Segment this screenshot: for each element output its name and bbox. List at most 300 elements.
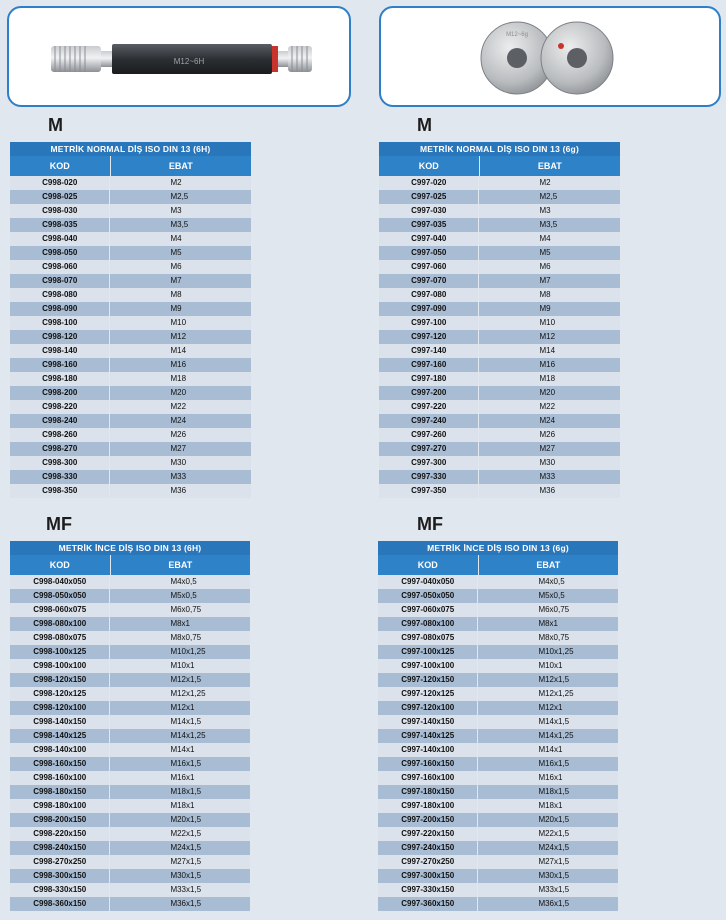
cell-kod: C997-100x100 (378, 659, 478, 673)
cell-kod: C998-270 (10, 442, 110, 456)
cell-kod: C997-240 (379, 414, 479, 428)
table-row (379, 288, 620, 302)
cell-kod: C997-200x150 (378, 813, 478, 827)
table-row (379, 302, 620, 316)
cell-kod: C997-360x150 (378, 897, 478, 911)
cell-ebat: M14x1 (170, 745, 195, 754)
table-row (379, 442, 620, 456)
cell-kod: C997-140x150 (378, 715, 478, 729)
cell-ebat: M6 (170, 262, 182, 271)
cell-kod: C998-030 (10, 204, 110, 218)
cell-kod: C997-180x100 (378, 799, 478, 813)
table-row (10, 729, 250, 743)
cell-kod: C997-030 (379, 204, 479, 218)
table-row (379, 190, 620, 204)
cell-ebat: M16x1,5 (170, 759, 202, 768)
table-row (10, 302, 251, 316)
cell-ebat: M10x1 (538, 661, 563, 670)
cell-kod: C997-050 (379, 246, 479, 260)
table-row (10, 344, 251, 358)
table-row (10, 799, 250, 813)
cell-ebat: M22x1,5 (538, 829, 570, 838)
table-row (378, 659, 618, 673)
cell-ebat: M6x0,75 (538, 605, 570, 614)
table-row (378, 645, 618, 659)
column-header-ebat: EBAT (168, 560, 193, 570)
table-row (378, 771, 618, 785)
cell-ebat: M16x1 (170, 773, 195, 782)
table-row (10, 855, 250, 869)
table-caption: METRİK İNCE DİŞ ISO DIN 13 (6g) (378, 541, 618, 555)
table-row (10, 218, 251, 232)
cell-kod: C998-270x250 (10, 855, 110, 869)
cell-ebat: M18x1,5 (538, 787, 570, 796)
cell-kod: C998-100x125 (10, 645, 110, 659)
cell-kod: C998-300 (10, 456, 110, 470)
cell-kod: C997-035 (379, 218, 479, 232)
cell-kod: C997-120x125 (378, 687, 478, 701)
cell-ebat: M5x0,5 (538, 591, 565, 600)
cell-ebat: M36x1,5 (170, 899, 202, 908)
table-row (10, 330, 251, 344)
cell-ebat: M3,5 (170, 220, 189, 229)
table-row (10, 372, 251, 386)
cell-ebat: M14x1 (538, 745, 563, 754)
cell-ebat: M5 (539, 248, 551, 257)
cell-kod: C997-120 (379, 330, 479, 344)
thread-ring-gauge-image (381, 8, 721, 107)
cell-kod: C998-070 (10, 274, 110, 288)
cell-ebat: M18x1 (170, 801, 195, 810)
cell-ebat: M10 (170, 318, 187, 327)
cell-kod: C997-220 (379, 400, 479, 414)
cell-ebat: M7 (539, 276, 551, 285)
table-row (379, 344, 620, 358)
cell-kod: C997-100x125 (378, 645, 478, 659)
table-row (378, 813, 618, 827)
cell-ebat: M8 (539, 290, 551, 299)
cell-ebat: M14 (539, 346, 556, 355)
cell-kod: C998-120 (10, 330, 110, 344)
cell-ebat: M2 (539, 178, 551, 187)
table-row (378, 883, 618, 897)
cell-kod: C998-140x100 (10, 743, 110, 757)
table-row (10, 358, 251, 372)
cell-ebat: M6 (539, 262, 551, 271)
cell-ebat: M7 (170, 276, 182, 285)
column-header-kod: KOD (10, 156, 111, 176)
table-row (10, 484, 251, 498)
cell-kod: C997-025 (379, 190, 479, 204)
cell-ebat: M8 (170, 290, 182, 299)
table-row (10, 897, 250, 911)
cell-ebat: M16 (170, 360, 187, 369)
cell-ebat: M12x1,5 (538, 675, 570, 684)
cell-kod: C998-160x150 (10, 757, 110, 771)
table-row (378, 827, 618, 841)
cell-ebat: M18 (170, 374, 187, 383)
table-row (10, 456, 251, 470)
cell-ebat: M6x0,75 (170, 605, 202, 614)
cell-kod: C997-300x150 (378, 869, 478, 883)
cell-ebat: M12x1,25 (538, 689, 574, 698)
cell-ebat: M4x0,5 (170, 577, 197, 586)
cell-kod: C998-180x150 (10, 785, 110, 799)
table-row (10, 883, 250, 897)
table-row (10, 260, 251, 274)
table-row (379, 246, 620, 260)
table-row (10, 841, 250, 855)
cell-ebat: M10x1,25 (538, 647, 574, 656)
table-row (10, 246, 251, 260)
table-row (379, 386, 620, 400)
cell-kod: C997-060x075 (378, 603, 478, 617)
table-row (378, 855, 618, 869)
cell-ebat: M3 (539, 206, 551, 215)
m-table-6g (379, 142, 620, 498)
table-caption: METRİK İNCE DİŞ ISO DIN 13 (6H) (10, 541, 250, 555)
table-row (10, 428, 251, 442)
cell-ebat: M30 (539, 458, 556, 467)
cell-kod: C998-140x125 (10, 729, 110, 743)
table-row (10, 813, 250, 827)
cell-kod: C997-200 (379, 386, 479, 400)
cell-ebat: M4x0,5 (538, 577, 565, 586)
cell-ebat: M2,5 (170, 192, 189, 201)
table-row (378, 617, 618, 631)
table-row (10, 659, 250, 673)
cell-kod: C998-090 (10, 302, 110, 316)
table-row (10, 274, 251, 288)
cell-ebat: M18x1,5 (170, 787, 202, 796)
cell-ebat: M22 (539, 402, 556, 411)
table-row (379, 456, 620, 470)
cell-ebat: M26 (170, 430, 187, 439)
table-row (378, 673, 618, 687)
cell-kod: C997-120x150 (378, 673, 478, 687)
table-row (379, 372, 620, 386)
cell-ebat: M3,5 (539, 220, 558, 229)
cell-kod: C998-200x150 (10, 813, 110, 827)
cell-ebat: M14x1,5 (170, 717, 202, 726)
cell-ebat: M20x1,5 (170, 815, 202, 824)
table-row (10, 673, 250, 687)
column-header-ebat: EBAT (536, 560, 561, 570)
cell-ebat: M8x0,75 (538, 633, 570, 642)
cell-ebat: M9 (539, 304, 551, 313)
thread-plug-gauge-image (9, 8, 351, 107)
cell-ebat: M5x0,5 (170, 591, 197, 600)
cell-kod: C997-260 (379, 428, 479, 442)
mf-table-6g (378, 541, 618, 911)
cell-kod: C998-140x150 (10, 715, 110, 729)
table-row (10, 442, 251, 456)
cell-ebat: M30x1,5 (538, 871, 570, 880)
column-header-kod: KOD (378, 555, 479, 575)
cell-kod: C998-180x100 (10, 799, 110, 813)
cell-ebat: M8x1 (170, 619, 190, 628)
cell-kod: C997-220x150 (378, 827, 478, 841)
cell-kod: C998-330 (10, 470, 110, 484)
cell-kod: C997-080 (379, 288, 479, 302)
table-row (10, 470, 251, 484)
cell-kod: C997-120x100 (378, 701, 478, 715)
cell-kod: C997-040 (379, 232, 479, 246)
table-row (379, 218, 620, 232)
table-row (378, 897, 618, 911)
table-row (10, 288, 251, 302)
cell-ebat: M20 (539, 388, 556, 397)
table-row (10, 701, 250, 715)
cell-kod: C998-220x150 (10, 827, 110, 841)
cell-kod: C998-025 (10, 190, 110, 204)
cell-ebat: M14 (170, 346, 187, 355)
table-row (10, 827, 250, 841)
m-table-6h (10, 142, 251, 498)
table-row (10, 785, 250, 799)
table-row (378, 785, 618, 799)
table-row (379, 176, 620, 190)
table-row (10, 603, 250, 617)
table-row (379, 400, 620, 414)
cell-kod: C998-100x100 (10, 659, 110, 673)
cell-ebat: M3 (170, 206, 182, 215)
cell-kod: C997-240x150 (378, 841, 478, 855)
cell-kod: C998-035 (10, 218, 110, 232)
table-row (378, 701, 618, 715)
cell-ebat: M33 (170, 472, 187, 481)
table-row (378, 841, 618, 855)
cell-ebat: M27 (170, 444, 187, 453)
cell-kod: C997-270 (379, 442, 479, 456)
cell-ebat: M22x1,5 (170, 829, 202, 838)
table-row (10, 232, 251, 246)
cell-ebat: M16x1,5 (538, 759, 570, 768)
cell-kod: C998-120x125 (10, 687, 110, 701)
cell-kod: C997-080x100 (378, 617, 478, 631)
table-row (378, 715, 618, 729)
ring-gauge-engraving: M12~6g (506, 32, 528, 38)
cell-ebat: M33x1,5 (170, 885, 202, 894)
table-row (378, 575, 618, 589)
table-row (379, 204, 620, 218)
table-row (10, 575, 250, 589)
table-row (10, 386, 251, 400)
table-row (10, 617, 250, 631)
cell-kod: C997-050x050 (378, 589, 478, 603)
cell-ebat: M24 (539, 416, 556, 425)
table-row (378, 869, 618, 883)
cell-kod: C997-160 (379, 358, 479, 372)
table-row (378, 729, 618, 743)
cell-kod: C997-140x100 (378, 743, 478, 757)
cell-ebat: M10 (539, 318, 556, 327)
cell-ebat: M12 (539, 332, 556, 341)
cell-ebat: M20 (170, 388, 187, 397)
cell-kod: C997-330 (379, 470, 479, 484)
table-row (379, 470, 620, 484)
cell-kod: C997-080x075 (378, 631, 478, 645)
cell-ebat: M18x1 (538, 801, 563, 810)
section-title-mf-left: MF (46, 514, 72, 534)
cell-kod: C998-200 (10, 386, 110, 400)
table-row (10, 715, 250, 729)
table-row (378, 603, 618, 617)
cell-ebat: M12x1 (538, 703, 563, 712)
table-row (10, 589, 250, 603)
section-title-m-right: M (417, 115, 432, 135)
table-header-row (378, 555, 618, 575)
cell-kod: C998-100 (10, 316, 110, 330)
cell-kod: C998-060x075 (10, 603, 110, 617)
cell-kod: C997-060 (379, 260, 479, 274)
cell-kod: C998-180 (10, 372, 110, 386)
cell-ebat: M2,5 (539, 192, 558, 201)
table-row (378, 631, 618, 645)
cell-ebat: M27x1,5 (538, 857, 570, 866)
cell-kod: C998-240 (10, 414, 110, 428)
cell-ebat: M14x1,5 (538, 717, 570, 726)
column-header-kod: KOD (10, 555, 111, 575)
cell-kod: C998-020 (10, 176, 110, 190)
table-row (379, 232, 620, 246)
table-row (379, 358, 620, 372)
cell-ebat: M10x1,25 (170, 647, 206, 656)
cell-ebat: M36 (170, 486, 187, 495)
cell-kod: C997-330x150 (378, 883, 478, 897)
cell-ebat: M27 (539, 444, 556, 453)
table-row (10, 176, 251, 190)
table-row (378, 589, 618, 603)
column-header-kod: KOD (379, 156, 480, 176)
cell-kod: C997-160x100 (378, 771, 478, 785)
cell-kod: C998-050 (10, 246, 110, 260)
table-caption: METRİK NORMAL DİŞ ISO DIN 13 (6g) (379, 142, 620, 156)
cell-ebat: M33 (539, 472, 556, 481)
table-row (10, 645, 250, 659)
cell-ebat: M24x1,5 (538, 843, 570, 852)
cell-ebat: M18 (539, 374, 556, 383)
table-row (10, 204, 251, 218)
cell-kod: C998-080x075 (10, 631, 110, 645)
cell-kod: C998-160x100 (10, 771, 110, 785)
cell-kod: C998-050x050 (10, 589, 110, 603)
cell-ebat: M4 (539, 234, 551, 243)
table-row (379, 274, 620, 288)
cell-kod: C997-180x150 (378, 785, 478, 799)
cell-kod: C998-360x150 (10, 897, 110, 911)
table-row (10, 771, 250, 785)
table-row (378, 799, 618, 813)
cell-ebat: M12x1,5 (170, 675, 202, 684)
plug-gauge-engraving: M12~6H (173, 57, 205, 66)
cell-ebat: M30 (170, 458, 187, 467)
table-header-row (10, 555, 250, 575)
cell-kod: C998-260 (10, 428, 110, 442)
cell-ebat: M36x1,5 (538, 899, 570, 908)
cell-kod: C998-140 (10, 344, 110, 358)
table-row (378, 687, 618, 701)
cell-kod: C998-080 (10, 288, 110, 302)
table-row (379, 484, 620, 498)
cell-kod: C997-350 (379, 484, 479, 498)
cell-ebat: M5 (170, 248, 182, 257)
table-row (10, 414, 251, 428)
cell-kod: C997-140x125 (378, 729, 478, 743)
cell-ebat: M24 (170, 416, 187, 425)
table-header-row (379, 156, 620, 176)
plug-gauge-image-frame (7, 6, 351, 107)
cell-kod: C998-240x150 (10, 841, 110, 855)
cell-ebat: M20x1,5 (538, 815, 570, 824)
table-header-row (10, 156, 251, 176)
cell-ebat: M24x1,5 (170, 843, 202, 852)
table-row (379, 428, 620, 442)
table-row (10, 190, 251, 204)
section-title-m-left: M (48, 115, 63, 135)
cell-ebat: M30x1,5 (170, 871, 202, 880)
table-row (10, 316, 251, 330)
cell-ebat: M12x1,25 (170, 689, 206, 698)
cell-ebat: M33x1,5 (538, 885, 570, 894)
cell-ebat: M16 (539, 360, 556, 369)
cell-ebat: M2 (170, 178, 182, 187)
cell-kod: C997-140 (379, 344, 479, 358)
cell-kod: C997-270x250 (378, 855, 478, 869)
table-row (10, 869, 250, 883)
cell-kod: C998-330x150 (10, 883, 110, 897)
table-row (379, 316, 620, 330)
cell-kod: C997-300 (379, 456, 479, 470)
cell-kod: C997-040x050 (378, 575, 478, 589)
cell-kod: C998-040x050 (10, 575, 110, 589)
cell-ebat: M14x1,25 (538, 731, 574, 740)
column-header-ebat: EBAT (168, 161, 193, 171)
table-caption: METRİK NORMAL DİŞ ISO DIN 13 (6H) (10, 142, 251, 156)
table-row (378, 757, 618, 771)
ring-gauge-image-frame (379, 6, 721, 107)
cell-ebat: M12 (170, 332, 187, 341)
cell-kod: C998-160 (10, 358, 110, 372)
cell-ebat: M8x0,75 (170, 633, 202, 642)
cell-ebat: M8x1 (538, 619, 558, 628)
cell-kod: C998-040 (10, 232, 110, 246)
table-row (379, 330, 620, 344)
cell-kod: C998-080x100 (10, 617, 110, 631)
table-row (379, 260, 620, 274)
cell-ebat: M14x1,25 (170, 731, 206, 740)
cell-kod: C997-070 (379, 274, 479, 288)
cell-ebat: M4 (170, 234, 182, 243)
section-title-mf-right: MF (417, 514, 443, 534)
cell-ebat: M26 (539, 430, 556, 439)
cell-kod: C997-180 (379, 372, 479, 386)
table-row (379, 414, 620, 428)
cell-kod: C997-090 (379, 302, 479, 316)
cell-ebat: M10x1 (170, 661, 195, 670)
cell-kod: C998-220 (10, 400, 110, 414)
cell-ebat: M36 (539, 486, 556, 495)
cell-ebat: M16x1 (538, 773, 563, 782)
table-row (10, 757, 250, 771)
table-row (10, 631, 250, 645)
cell-kod: C998-120x150 (10, 673, 110, 687)
column-header-ebat: EBAT (537, 161, 562, 171)
table-row (10, 400, 251, 414)
cell-kod: C997-020 (379, 176, 479, 190)
cell-kod: C998-300x150 (10, 869, 110, 883)
cell-ebat: M22 (170, 402, 187, 411)
